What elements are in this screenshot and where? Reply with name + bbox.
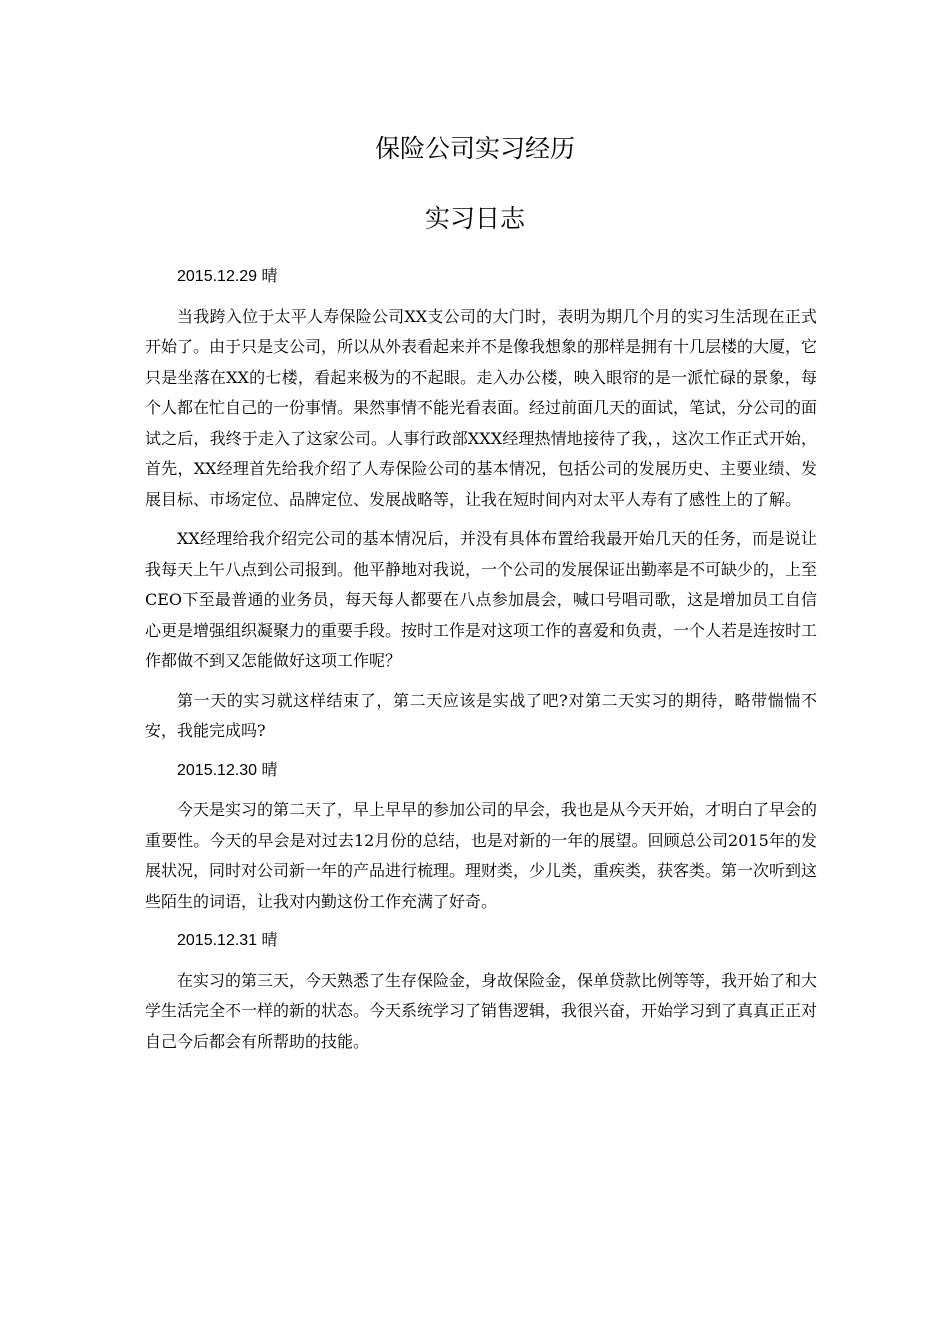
- entry-paragraph: 第一天的实习就这样结束了，第二天应该是实战了吧?对第二天实习的期待，略带惴惴不安，我能完成吗?: [145, 690, 817, 740]
- entry-paragraph: XX经理给我介绍完公司的基本情况后，并没有具体布置给我最开始几天的任务，而是说让我每天上午八点到公司报到。他平静地对我说，一个公司的发展保证出勤率是不可缺少的，上至CEO下至最普通的业务员，每天每人都要在八点参加晨会，喊口号唱司歌，这是增加员工自信心更是增强组织凝聚力的重要手段。按时工作是对这项工作的喜爱和负责，一个人若是连按时工作都做不到又怎能做好这项工作呢？: [145, 529, 818, 670]
- entry-paragraph: 今天是实习的第二天了，早上早早的参加公司的早会，我也是从今天开始，才明白了早会的重要性。今天的早会是对过去12月份的总结，也是对新的一年的展望。回顾总公司2015年的发展状况，同时对公司新一年的产品进行梳理。理财类，少儿类，重疾类，获客类。第一次听到这些陌生的词语，让我对内勤这份工作充满了好奇。: [145, 800, 818, 911]
- entry-paragraph: 在实习的第三天，今天熟悉了生存保险金，身故保险金，保单贷款比例等等，我开始了和大学生活完全不一样的新的状态。今天系统学习了销售逻辑，我很兴奋，开始学习到了真真正正对自己今后都会有所帮助的技能。: [145, 970, 818, 1051]
- journal-entry-3: [145, 926, 817, 1057]
- entry-date: 2015.12.31 晴: [177, 932, 278, 949]
- entry-paragraph: 当我跨入位于太平人寿保险公司XX支公司的大门时，表明为期几个月的实习生活现在正式开始了。由于只是支公司，所以从外表看起来并不是像我想象的那样是拥有十几层楼的大厦，它只是坐落在XX的七楼，看起来极为的不起眼。走入办公楼，映入眼帘的是一派忙碌的景象，每个人都在忙自己的一份事情。果然事情不能光看表面。经过前面几天的面试，笔试，分公司的面试之后，我终于走入了这家公司。人事行政部XXX经理热情地接待了我，，这次工作正式开始，首先，XX经理首先给我介绍了人寿保险公司的基本情况，包括公司的发展历史、主要业绩、发展目标、市场定位、品牌定位、发展战略等，让我在短时间内对太平人寿有了感性上的了解。: [145, 306, 818, 509]
- document-title: 保险公司实习经历: [374, 134, 575, 163]
- document-body: [145, 262, 817, 1066]
- journal-entry-1: [145, 262, 817, 747]
- entry-date: 2015.12.30 晴: [177, 761, 278, 779]
- document-subtitle: 实习日志: [424, 204, 525, 233]
- entry-date: 2015.12.29 晴: [177, 268, 278, 285]
- journal-entry-2: [145, 756, 817, 918]
